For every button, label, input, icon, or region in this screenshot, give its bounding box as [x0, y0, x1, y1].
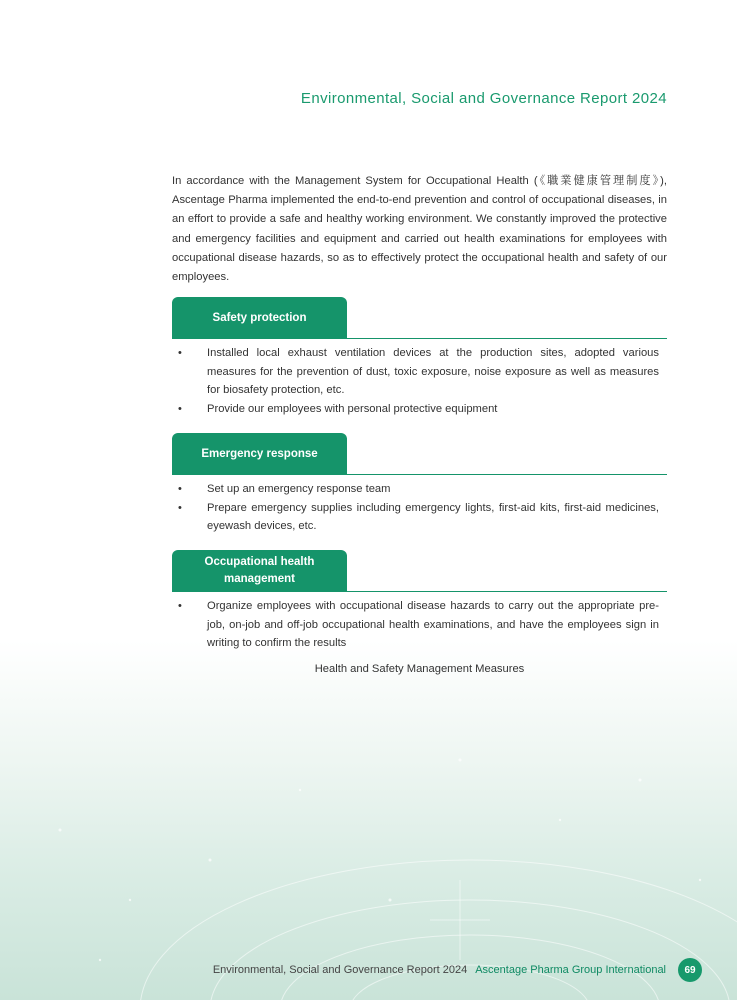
footer-report-title: Environmental, Social and Governance Report 2024	[212, 964, 468, 976]
intro-paragraph: In accordance with the Management System for Occupational Health (《職業健康管理制度》), Ascentage Pharma implemented the end-to-end prevention and control of occupational diseases, in an effort to provide a safe and healthy working environment. We constantly improved the protective and emergency facilities and equipment and carried out health examinations for employees with occupational disease hazards, so as to effectively protect the occupational health and safety of our employees.	[172, 175, 667, 284]
list-item	[172, 499, 667, 536]
list-item	[172, 480, 667, 499]
section-title: Occupational health management	[204, 556, 315, 585]
page-footer	[213, 958, 702, 982]
bullet-list	[172, 339, 667, 418]
section-tab	[172, 550, 347, 592]
list-item	[172, 344, 667, 400]
list-item	[172, 400, 667, 419]
list-item	[172, 597, 667, 653]
section-tab	[172, 433, 347, 475]
list-item-text: Set up an emergency response team	[207, 483, 391, 495]
page-number-badge: 69	[678, 958, 702, 982]
figure-caption: Health and Safety Management Measures	[314, 663, 525, 675]
section-title: Safety protection	[212, 311, 307, 324]
section-header	[172, 297, 667, 339]
section-divider	[172, 591, 667, 592]
section-emergency-response	[172, 433, 667, 536]
section-title: Emergency response	[201, 447, 318, 460]
list-item-text: Prepare emergency supplies including emergency lights, first-aid kits, first-aid medicines, eyewash devices, etc.	[207, 501, 659, 533]
footer-company-name: Ascentage Pharma Group International	[475, 964, 666, 976]
section-occupational-health-management	[172, 550, 667, 653]
section-tab	[172, 297, 347, 339]
section-header	[172, 433, 667, 475]
report-header-title: Environmental, Social and Governance Report 2024	[300, 90, 667, 107]
list-item-text: Installed local exhaust ventilation devices at the production sites, adopted various measures for the prevention of dust, toxic exposure, noise exposure as well as measures for biosafety protection, etc.	[207, 347, 659, 397]
bullet-icon: •	[178, 347, 182, 359]
section-safety-protection	[172, 297, 667, 418]
bullet-icon: •	[178, 483, 182, 495]
bullet-icon: •	[178, 501, 182, 514]
section-divider	[172, 338, 667, 339]
section-header	[172, 550, 667, 592]
bullet-icon: •	[178, 402, 182, 415]
bullet-list	[172, 592, 667, 653]
bullet-list	[172, 475, 667, 536]
list-item-text: Provide our employees with personal protective equipment	[207, 402, 498, 415]
section-divider	[172, 474, 667, 475]
list-item-text: Organize employees with occupational disease hazards to carry out the appropriate pre-job, on-job and off-job occupational health examinations, and have the employees sign in writing to confirm the results	[207, 600, 659, 650]
bullet-icon: •	[178, 600, 182, 612]
